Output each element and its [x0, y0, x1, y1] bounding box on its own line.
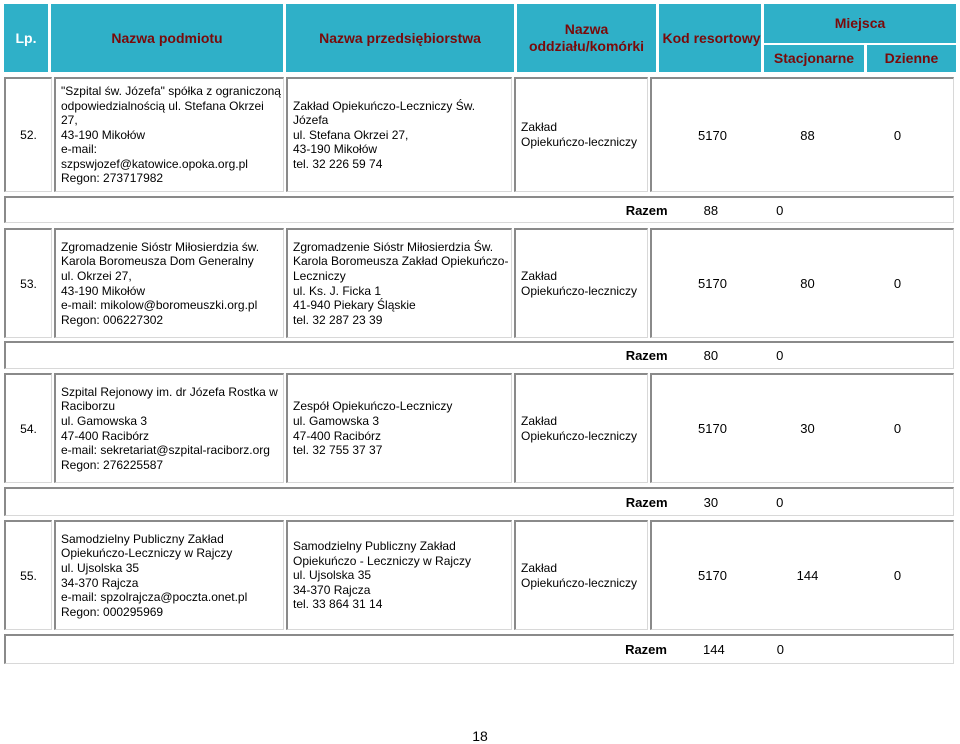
row-values [650, 77, 954, 192]
summary-row [4, 634, 954, 664]
summary-row [4, 487, 954, 516]
summary-row [4, 196, 954, 223]
header-unit: Nazwa oddziału/komórki [528, 21, 645, 54]
summary-stationary: 144 [702, 642, 725, 657]
page-number: 18 [472, 728, 488, 744]
summary-daily: 0 [776, 348, 784, 363]
row-code: 5170 [698, 421, 727, 436]
header-code: Kod resortowy [662, 29, 761, 46]
row-values [650, 520, 954, 630]
row-code: 5170 [698, 276, 727, 291]
row-lp: 54. [4, 373, 52, 483]
row-enterprise: Samodzielny Publiczny Zakład Opiekuńczo - Leczniczy w Rajczy ul. Ujsolska 35 34-370 Rajcza tel. 33 864 31 14 [286, 520, 512, 630]
summary-row [4, 341, 954, 369]
row-values [650, 373, 954, 483]
header-subject: Nazwa podmiotu [111, 29, 223, 46]
header-lp: Lp. [15, 29, 37, 46]
row-daily: 0 [893, 421, 902, 436]
header-enterprise: Nazwa przedsiębiorstwa [319, 29, 481, 46]
row-stationary: 144 [796, 568, 819, 583]
row-enterprise: Zespół Opiekuńczo-Leczniczy ul. Gamowska 3 47-400 Racibórz tel. 32 755 37 37 [286, 373, 512, 483]
row-daily: 0 [893, 276, 902, 291]
header-places: Miejsca [834, 15, 886, 31]
summary-label: Razem [625, 642, 667, 657]
row-subject: "Szpital św. Józefa" spółka z ograniczoną odpowiedzialnością ul. Stefana Okrzei 27, 43-190 Mikołów e-mail: szpswjozef@katowice.opoka.org.pl Regon: 273717982 [54, 77, 284, 192]
summary-stationary: 88 [703, 202, 719, 218]
row-daily: 0 [893, 568, 902, 583]
row-subject: Szpital Rejonowy im. dr Józefa Rostka w Raciborzu ul. Gamowska 3 47-400 Racibórz e-mail: sekretariat@szpital-raciborz.org Regon: 276225587 [54, 373, 284, 483]
summary-stationary: 80 [703, 348, 719, 363]
header-stationary: Stacjonarne [773, 50, 855, 66]
row-values [650, 228, 954, 338]
row-unit: Zakład Opiekuńczo-leczniczy [514, 520, 648, 630]
row-stationary: 80 [800, 276, 815, 291]
row-code: 5170 [698, 568, 727, 583]
row-code: 5170 [698, 127, 727, 143]
row-stationary: 88 [800, 127, 815, 143]
row-subject: Zgromadzenie Sióstr Miłosierdzia św. Karola Boromeusza Dom Generalny ul. Okrzei 27, 43-190 Mikołów e-mail: mikolow@boromeuszki.org.pl Regon: 006227302 [54, 228, 284, 338]
row-unit: Zakład Opiekuńczo-leczniczy [514, 373, 648, 483]
row-unit: Zakład Opiekuńczo-leczniczy [514, 228, 648, 338]
summary-stationary: 30 [703, 494, 719, 510]
row-subject: Samodzielny Publiczny Zakład Opiekuńczo-Leczniczy w Rajczy ul. Ujsolska 35 34-370 Rajcza e-mail: spzolrajcza@poczta.onet.pl Regon: 000295969 [54, 520, 284, 630]
summary-label: Razem [625, 348, 668, 363]
row-stationary: 30 [800, 421, 815, 436]
summary-daily: 0 [776, 642, 784, 657]
summary-daily: 0 [776, 202, 784, 218]
row-unit: Zakład Opiekuńczo-leczniczy [514, 77, 648, 192]
row-enterprise: Zakład Opiekuńczo-Leczniczy Św. Józefa ul. Stefana Okrzei 27, 43-190 Mikołów tel. 32 226 59 74 [286, 77, 512, 192]
summary-label: Razem [625, 202, 668, 218]
row-lp: 53. [4, 228, 52, 338]
summary-label: Razem [625, 494, 668, 510]
row-lp: 55. [4, 520, 52, 630]
table-header [4, 4, 956, 72]
summary-daily: 0 [776, 494, 784, 510]
row-enterprise: Zgromadzenie Sióstr Miłosierdzia Św. Karola Boromeusza Zakład Opiekuńczo-Leczniczy ul. Ks. J. Ficka 1 41-940 Piekary Śląskie tel. 32 287 23 39 [286, 228, 512, 338]
header-daily: Dzienne [884, 50, 939, 66]
row-lp: 52. [4, 77, 52, 192]
row-daily: 0 [893, 127, 902, 143]
